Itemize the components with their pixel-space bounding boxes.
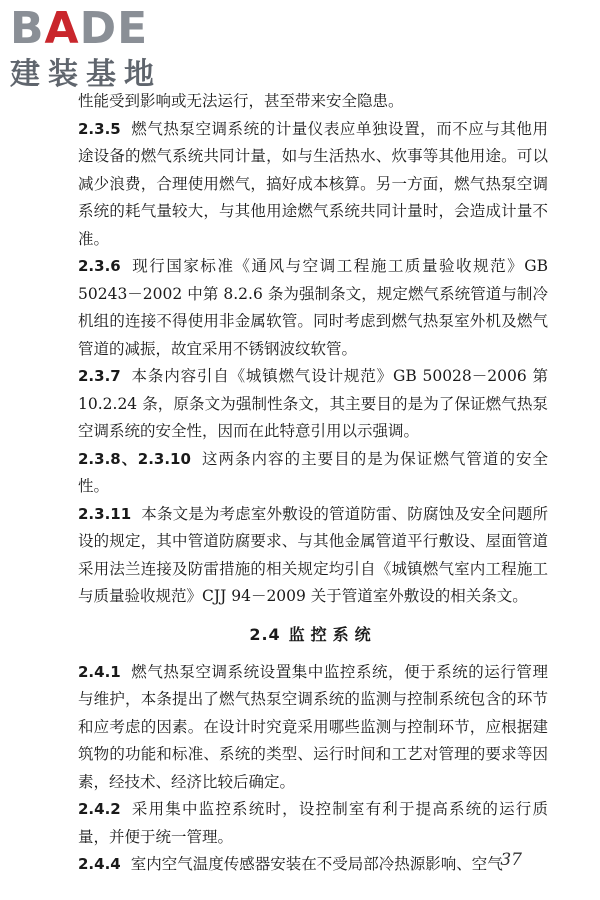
clause-number: 2.4.2 <box>78 800 121 818</box>
clause-number: 2.3.5 <box>78 119 121 138</box>
clause-number: 2.4.4 <box>78 855 121 873</box>
clause-text: 本条内容引自《城镇燃气设计规范》GB 50028－2006 第 10.2.24 条，原条文为强制性条文，其主要目的是为了保证燃气热泵空调系统的安全性，因而在此特意引用以示强调。 <box>78 367 548 440</box>
clause-2-4-1 <box>78 659 548 797</box>
clause-2-3-7 <box>78 363 548 446</box>
logo-wordmark <box>10 4 148 54</box>
section-number: 2.4 <box>249 624 281 644</box>
clause-2-4-2 <box>78 796 548 851</box>
section-heading <box>78 621 548 649</box>
page-number: 37 <box>500 850 522 870</box>
clause-text: 采用集中监控系统时，设控制室有利于提高系统的运行质量，并便于统一管理。 <box>78 800 548 846</box>
clause-number: 2.3.7 <box>78 367 121 385</box>
logo-letters-de: DE <box>79 3 149 54</box>
clause-text: 这两条内容的主要目的是为保证燃气管道的安全性。 <box>78 449 548 495</box>
logo-letter-a: A <box>44 3 80 54</box>
clause-number: 2.3.11 <box>78 504 132 523</box>
clause-number: 2.4.1 <box>78 662 121 681</box>
paragraph-text: 性能受到影响或无法运行，甚至带来安全隐患。 <box>78 92 404 110</box>
clause-2-3-5 <box>78 116 548 254</box>
clause-text: 室内空气温度传感器安装在不受局部冷热源影响、空气 <box>130 855 503 873</box>
watermark-logo <box>6 4 176 96</box>
clause-2-3-8-2-3-10 <box>78 446 548 501</box>
clause-2-3-11 <box>78 501 548 611</box>
clause-text: 燃气热泵空调系统设置集中监控系统，便于系统的运行管理与维护，本条提出了燃气热泵空调系统的监测与控制系统包含的环节和应考虑的因素。在设计时究竟采用哪些监测与控制环节，应根据建筑物的功能和标准、系统的类型、运行时间和工艺对管理的要求等因素，经技术、经济比较后确定。 <box>78 662 548 791</box>
logo-letter-b: B <box>10 3 45 54</box>
clause-text: 燃气热泵空调系统的计量仪表应单独设置，而不应与其他用途设备的燃气系统共同计量，如与生活热水、炊事等其他用途。可以减少浪费，合理使用燃气，搞好成本核算。另一方面，燃气热泵空调系统的耗气量较大，与其他用途燃气系统共同计量时，会造成计量不准。 <box>78 119 548 248</box>
clause-number: 2.3.8、2.3.10 <box>78 449 191 468</box>
logo-subtitle: 建装基地 <box>10 57 162 92</box>
clause-number: 2.3.6 <box>78 257 121 275</box>
clause-2-4-4 <box>78 851 548 879</box>
clause-2-3-6 <box>78 253 548 363</box>
section-title-text: 监控系统 <box>288 624 377 644</box>
clause-text: 现行国家标准《通风与空调工程施工质量验收规范》GB 50243－2002 中第 8.2.6 条为强制条文，规定燃气系统管道与制冷机组的连接不得使用非金属软管。同时考虑到燃气热泵室外机及燃气管道的减振，故宜采用不锈钢波纹软管。 <box>78 257 548 358</box>
document-page <box>78 88 548 879</box>
clause-text: 本条文是为考虑室外敷设的管道防雷、防腐蚀及安全问题所设的规定，其中管道防腐要求、与其他金属管道平行敷设、屋面管道采用法兰连接及防雷措施的相关规定均引自《城镇燃气室内工程施工与质量验收规范》CJJ 94－2009 关于管道室外敷设的相关条文。 <box>78 504 548 605</box>
